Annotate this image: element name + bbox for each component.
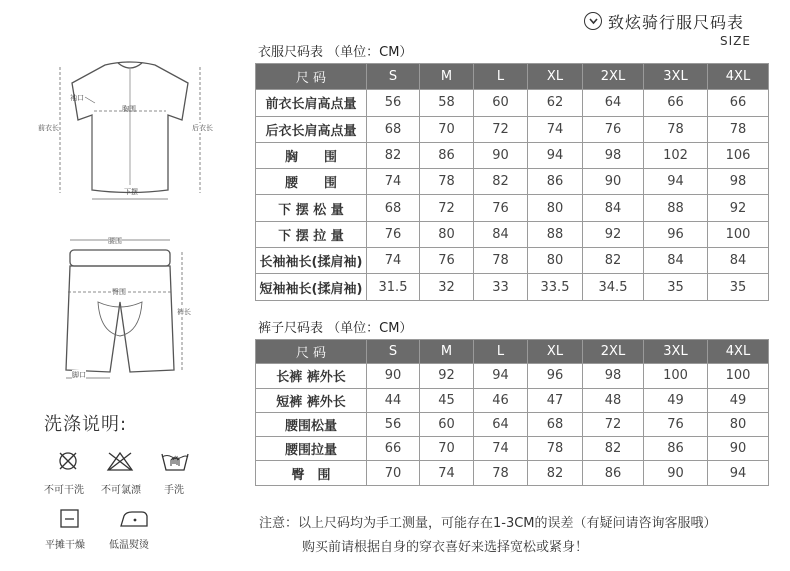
- jersey-table-title: 衣服尺码表 （单位：CM）: [258, 45, 413, 60]
- measurement-value-cell: 58: [420, 90, 474, 116]
- measurement-value-cell: 66: [367, 437, 420, 461]
- flat-dry-label: 平摊干燥: [45, 540, 85, 551]
- jersey-table-header-row: [256, 64, 769, 90]
- measurement-value-cell: 64: [474, 412, 528, 436]
- pants-table-row: [256, 437, 769, 461]
- measurement-value-cell: 90: [583, 169, 644, 195]
- note-line-1: 注意：以上尺码均为手工测量，可能存在1-3CM的误差（有疑问请咨询客服哦）: [259, 516, 717, 531]
- measurement-value-cell: 68: [367, 195, 420, 221]
- measurement-value-cell: 74: [367, 248, 420, 274]
- measurement-label-cell: 前衣长肩高点量: [256, 90, 367, 116]
- measurement-value-cell: 92: [583, 221, 644, 247]
- measurement-label-cell: 长袖袖长(揉肩袖): [256, 248, 367, 274]
- measurement-value-cell: 80: [528, 195, 583, 221]
- measurement-value-cell: 44: [367, 388, 420, 412]
- measurement-value-cell: 80: [708, 412, 769, 436]
- measurement-value-cell: 84: [708, 248, 769, 274]
- brand-title: 致炫骑行服尺码表: [608, 12, 745, 32]
- no-bleach-icon: [106, 450, 134, 476]
- low-iron-label: 低温熨烫: [109, 540, 149, 551]
- measurement-value-cell: 76: [420, 248, 474, 274]
- size-column-header: M: [420, 340, 474, 364]
- no-wash-icon: [55, 450, 81, 476]
- measurement-value-cell: 92: [420, 364, 474, 388]
- measurement-value-cell: 86: [528, 169, 583, 195]
- measurement-value-cell: 72: [474, 116, 528, 142]
- pants-table-title: 裤子尺码表 （单位：CM）: [258, 321, 413, 336]
- no-bleach-label: 不可氯漂: [101, 485, 141, 496]
- measurement-value-cell: 88: [644, 195, 708, 221]
- size-column-header: 4XL: [708, 64, 769, 90]
- measurement-label-cell: 下 摆 拉 量: [256, 221, 367, 247]
- measurement-value-cell: 33.5: [528, 274, 583, 300]
- measurement-value-cell: 56: [367, 412, 420, 436]
- measurement-value-cell: 66: [644, 90, 708, 116]
- jersey-table-row: [256, 221, 769, 247]
- measurement-value-cell: 78: [528, 437, 583, 461]
- leg-opening-label: 脚口: [72, 371, 86, 379]
- measurement-value-cell: 62: [528, 90, 583, 116]
- hand-wash-label: 手洗: [164, 485, 184, 496]
- measurement-value-cell: 72: [583, 412, 644, 436]
- pants-table-row: [256, 388, 769, 412]
- pants-size-table: [255, 339, 769, 486]
- size-column-header: XL: [528, 64, 583, 90]
- size-header-cell: 尺 码: [256, 340, 367, 364]
- inseam-label: 裤长: [177, 308, 191, 316]
- measurement-label-cell: 短裤 裤外长: [256, 388, 367, 412]
- jersey-table-row: [256, 248, 769, 274]
- jersey-size-table: [255, 63, 769, 301]
- shorts-figure: [50, 232, 200, 382]
- measurement-value-cell: 94: [474, 364, 528, 388]
- measurement-value-cell: 35: [708, 274, 769, 300]
- hand-wash-icon: [160, 448, 190, 476]
- measurement-value-cell: 88: [528, 221, 583, 247]
- measurement-value-cell: 90: [474, 142, 528, 168]
- measurement-value-cell: 98: [583, 142, 644, 168]
- measurement-value-cell: 76: [474, 195, 528, 221]
- measurement-value-cell: 92: [708, 195, 769, 221]
- measurement-value-cell: 34.5: [583, 274, 644, 300]
- jersey-figure: [30, 55, 230, 205]
- measurement-value-cell: 94: [708, 461, 769, 485]
- size-column-header: 2XL: [583, 64, 644, 90]
- measurement-value-cell: 60: [474, 90, 528, 116]
- measurement-value-cell: 84: [644, 248, 708, 274]
- jersey-table-row: [256, 274, 769, 300]
- jersey-table-row: [256, 116, 769, 142]
- jersey-table-row: [256, 90, 769, 116]
- measurement-label-cell: 腰围拉量: [256, 437, 367, 461]
- measurement-label-cell: 长裤 裤外长: [256, 364, 367, 388]
- measurement-value-cell: 48: [583, 388, 644, 412]
- measurement-value-cell: 100: [708, 221, 769, 247]
- front-length-label: 前衣长: [38, 124, 59, 132]
- no-wash-label: 不可干洗: [44, 485, 84, 496]
- measurement-value-cell: 74: [367, 169, 420, 195]
- measurement-value-cell: 90: [367, 364, 420, 388]
- measurement-value-cell: 80: [420, 221, 474, 247]
- measurement-label-cell: 短袖袖长(揉肩袖): [256, 274, 367, 300]
- measurement-value-cell: 74: [420, 461, 474, 485]
- measurement-value-cell: 78: [474, 461, 528, 485]
- waist-label: 腰围: [108, 237, 122, 245]
- wash-title: 洗涤说明:: [44, 414, 128, 435]
- measurement-label-cell: 腰 围: [256, 169, 367, 195]
- measurement-value-cell: 82: [583, 437, 644, 461]
- measurement-value-cell: 74: [528, 116, 583, 142]
- size-column-header: S: [367, 64, 420, 90]
- measurement-value-cell: 82: [583, 248, 644, 274]
- measurement-label-cell: 臀 围: [256, 461, 367, 485]
- measurement-value-cell: 31.5: [367, 274, 420, 300]
- brand-header: [584, 10, 744, 32]
- size-column-header: 2XL: [583, 340, 644, 364]
- size-column-header: 3XL: [644, 64, 708, 90]
- measurement-value-cell: 70: [367, 461, 420, 485]
- measurement-value-cell: 72: [420, 195, 474, 221]
- measurement-value-cell: 35: [644, 274, 708, 300]
- measurement-value-cell: 76: [583, 116, 644, 142]
- measurement-value-cell: 82: [528, 461, 583, 485]
- size-label: SIZE: [720, 34, 751, 48]
- pants-table-row: [256, 412, 769, 436]
- chest-label: 胸围: [122, 105, 136, 113]
- size-column-header: L: [474, 64, 528, 90]
- measurement-label-cell: 腰围松量: [256, 412, 367, 436]
- measurement-value-cell: 74: [474, 437, 528, 461]
- measurement-value-cell: 70: [420, 437, 474, 461]
- measurement-value-cell: 90: [644, 461, 708, 485]
- measurement-value-cell: 82: [367, 142, 420, 168]
- measurement-value-cell: 80: [528, 248, 583, 274]
- measurement-label-cell: 胸 围: [256, 142, 367, 168]
- measurement-value-cell: 86: [644, 437, 708, 461]
- pants-table-row: [256, 461, 769, 485]
- measurement-value-cell: 32: [420, 274, 474, 300]
- measurement-value-cell: 94: [644, 169, 708, 195]
- measurement-value-cell: 70: [420, 116, 474, 142]
- measurement-value-cell: 84: [474, 221, 528, 247]
- measurement-value-cell: 86: [583, 461, 644, 485]
- measurement-value-cell: 66: [708, 90, 769, 116]
- size-column-header: 4XL: [708, 340, 769, 364]
- measurement-value-cell: 64: [583, 90, 644, 116]
- low-iron-icon: [118, 508, 150, 534]
- measurement-value-cell: 78: [474, 248, 528, 274]
- measurement-value-cell: 78: [708, 116, 769, 142]
- measurement-value-cell: 56: [367, 90, 420, 116]
- pants-table-row: [256, 364, 769, 388]
- measurement-value-cell: 76: [644, 412, 708, 436]
- back-length-label: 后衣长: [192, 124, 213, 132]
- measurement-label-cell: 后衣长肩高点量: [256, 116, 367, 142]
- measurement-value-cell: 90: [708, 437, 769, 461]
- measurement-value-cell: 68: [367, 116, 420, 142]
- measurement-value-cell: 47: [528, 388, 583, 412]
- size-header-cell: 尺 码: [256, 64, 367, 90]
- measurement-value-cell: 82: [474, 169, 528, 195]
- measurement-value-cell: 76: [367, 221, 420, 247]
- hem-label: 下摆: [124, 188, 138, 196]
- measurement-value-cell: 33: [474, 274, 528, 300]
- size-column-header: 3XL: [644, 340, 708, 364]
- jersey-table-row: [256, 142, 769, 168]
- measurement-value-cell: 98: [708, 169, 769, 195]
- measurement-value-cell: 84: [583, 195, 644, 221]
- jersey-table-row: [256, 195, 769, 221]
- measurement-value-cell: 49: [708, 388, 769, 412]
- measurement-value-cell: 106: [708, 142, 769, 168]
- measurement-value-cell: 60: [420, 412, 474, 436]
- measurement-value-cell: 96: [644, 221, 708, 247]
- flat-dry-icon: [59, 508, 81, 534]
- size-column-header: L: [474, 340, 528, 364]
- jersey-table-row: [256, 169, 769, 195]
- measurement-value-cell: 78: [644, 116, 708, 142]
- measurement-value-cell: 98: [583, 364, 644, 388]
- chevron-down-circle-icon: [584, 12, 602, 30]
- measurement-value-cell: 45: [420, 388, 474, 412]
- pants-table-header-row: [256, 340, 769, 364]
- note-line-2: 购买前请根据自身的穿衣喜好来选择宽松或紧身！: [302, 540, 589, 555]
- measurement-value-cell: 86: [420, 142, 474, 168]
- size-column-header: XL: [528, 340, 583, 364]
- measurement-value-cell: 100: [644, 364, 708, 388]
- measurement-value-cell: 100: [708, 364, 769, 388]
- measurement-value-cell: 102: [644, 142, 708, 168]
- measurement-value-cell: 78: [420, 169, 474, 195]
- measurement-value-cell: 68: [528, 412, 583, 436]
- size-column-header: S: [367, 340, 420, 364]
- size-column-header: M: [420, 64, 474, 90]
- measurement-value-cell: 94: [528, 142, 583, 168]
- sleeve-label: 袖口: [70, 94, 84, 102]
- hip-label: 臀围: [112, 288, 126, 296]
- measurement-value-cell: 46: [474, 388, 528, 412]
- measurement-label-cell: 下 摆 松 量: [256, 195, 367, 221]
- measurement-value-cell: 96: [528, 364, 583, 388]
- measurement-value-cell: 49: [644, 388, 708, 412]
